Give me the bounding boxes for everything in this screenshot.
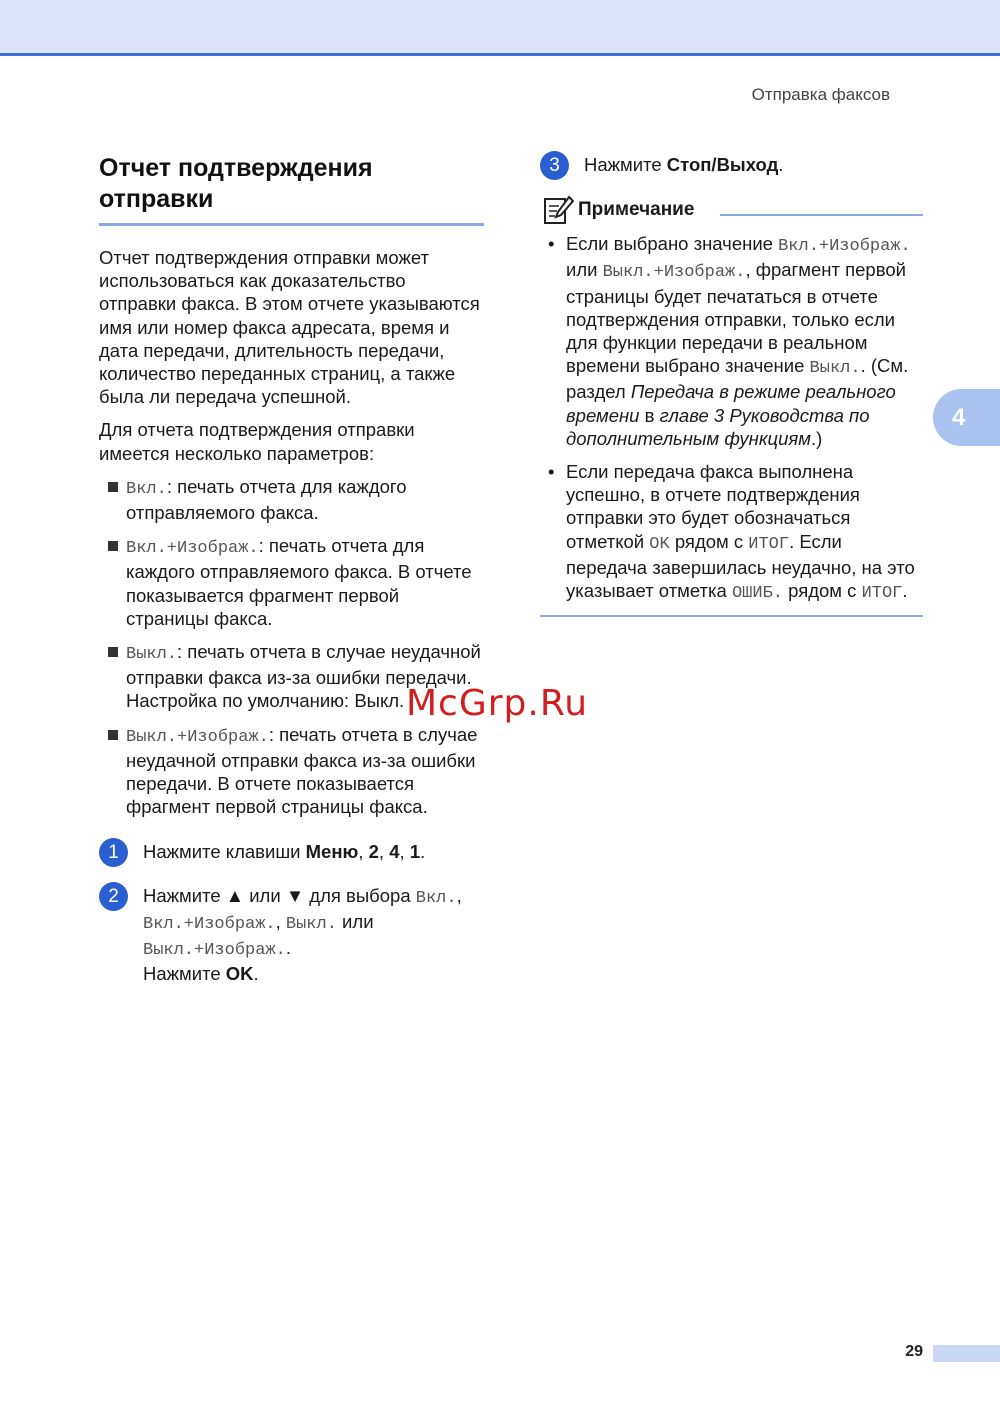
step-text: Нажмите ▲ или ▼ для выбора xyxy=(143,884,416,906)
key-2: 2 xyxy=(368,841,379,863)
section-title: Отчет подтверждения отправки xyxy=(99,153,484,226)
option-code: Вкл.+Изображ. xyxy=(143,914,276,934)
key-1: 1 xyxy=(409,841,421,863)
option-code: Вкл.+Изображ. xyxy=(778,237,911,257)
step-text: Нажмите xyxy=(584,154,667,175)
square-bullet-icon xyxy=(108,730,118,740)
option-code: Выкл. xyxy=(809,359,861,379)
status-code: OK xyxy=(649,534,670,554)
option-text: : печать отчета для каждого отправляемого факса. В отчете показывается фрагмент первой страницы факса. xyxy=(126,535,472,629)
right-column xyxy=(540,150,923,617)
running-head: Отправка факсов xyxy=(751,85,890,104)
left-column xyxy=(99,153,484,985)
note-text: в xyxy=(639,404,660,426)
period: . xyxy=(253,963,259,985)
status-code: ИТОГ xyxy=(748,534,790,554)
option-text: : печать отчета в случае неудачной отправки факса из-за ошибки передачи. В отчете показывается фрагмент первой страницы факса. xyxy=(126,723,478,818)
option-code: Вкл.+Изображ. xyxy=(126,539,259,559)
note-divider xyxy=(720,214,923,216)
step-number: 2 xyxy=(99,882,128,911)
note-text: , фрагмент первой страницы будет печататься в отчете подтверждения отправки, только если для функции передачи в реальном времени выбрано значение xyxy=(566,259,906,377)
list-item xyxy=(99,475,484,524)
bullet-icon: • xyxy=(548,233,555,255)
square-bullet-icon xyxy=(108,647,118,657)
option-text: : печать отчета в случае неудачной отправки факса из-за ошибки передачи. Настройка по умолчанию: Выкл. xyxy=(126,641,481,712)
separator: , xyxy=(456,884,462,906)
status-code: ОШИБ. xyxy=(731,584,783,604)
note-text: рядом с xyxy=(782,580,862,602)
option-code: Вкл. xyxy=(415,888,457,908)
option-code: Выкл. xyxy=(285,914,337,934)
square-bullet-icon xyxy=(108,541,118,551)
key-ok: OK xyxy=(225,963,254,985)
separator: , xyxy=(399,841,410,863)
key-stop-exit: Стоп/Выход xyxy=(666,154,779,175)
note-title: Примечание xyxy=(578,199,695,221)
separator: или xyxy=(336,910,374,932)
key-menu: Меню xyxy=(305,841,359,863)
period: . xyxy=(285,937,291,959)
note-end-divider xyxy=(540,615,923,617)
status-code: ИТОГ xyxy=(861,584,903,604)
option-code: Выкл.+Изображ. xyxy=(126,727,269,747)
note-text: Если передача факса выполнена успешно, в отчете подтверждения отправки это будет обозначаться отметкой xyxy=(566,461,860,552)
list-item xyxy=(99,534,484,630)
step-3 xyxy=(540,153,923,176)
period: . xyxy=(778,154,784,175)
option-code: Выкл.+Изображ. xyxy=(143,941,286,961)
step-text: Нажмите xyxy=(143,963,226,985)
note-text: Если выбрано значение xyxy=(566,233,779,255)
note-text: . Если передача завершилась неудачно, на это указывает отметка xyxy=(566,530,915,602)
note-text: или xyxy=(566,259,603,281)
separator: , xyxy=(378,841,390,863)
cross-reference: Передача в режиме реального времени xyxy=(566,381,896,426)
note-text: рядом с xyxy=(669,530,749,552)
step-number: 1 xyxy=(99,838,128,867)
option-code: Вкл. xyxy=(126,479,167,499)
options-intro: Для отчета подтверждения отправки имеется несколько параметров: xyxy=(99,419,415,464)
square-bullet-icon xyxy=(108,482,118,492)
page-number: 29 xyxy=(905,1343,923,1360)
separator: , xyxy=(275,910,286,932)
bullet-icon: • xyxy=(548,461,555,483)
note-text: . (См. раздел xyxy=(566,355,909,403)
watermark: McGrp.Ru xyxy=(406,683,589,724)
option-code: Выкл.+Изображ. xyxy=(602,263,746,283)
option-code: Выкл. xyxy=(126,645,178,665)
period: . xyxy=(420,841,426,863)
option-text: : печать отчета для каждого отправляемого факса. xyxy=(126,475,407,524)
cross-reference: главе 3 Руководства по дополнительным функциям xyxy=(566,404,870,449)
page-number-bar xyxy=(933,1345,1000,1362)
step-1 xyxy=(99,840,484,863)
note-text: .) xyxy=(811,427,823,449)
step-text: Нажмите клавиши xyxy=(143,841,306,863)
options-list xyxy=(99,475,484,819)
separator: , xyxy=(358,841,369,863)
step-2 xyxy=(99,884,484,986)
list-item xyxy=(99,723,484,819)
note-pencil-icon xyxy=(542,194,574,226)
list-item xyxy=(540,232,923,450)
key-4: 4 xyxy=(389,841,400,863)
list-item xyxy=(540,460,923,605)
note-text: . xyxy=(902,580,908,602)
top-band xyxy=(0,0,1000,56)
chapter-tab: 4 xyxy=(933,389,1000,446)
note-header xyxy=(540,194,923,226)
intro-paragraph: Отчет подтверждения отправки может использоваться как доказательство отправки факса. В этом отчете указываются имя или номер факса адресата, время и дата передачи, длительность передачи, количество переданных страниц, а также была ли передача успешной. xyxy=(99,247,480,408)
note-list xyxy=(540,232,923,605)
step-number: 3 xyxy=(540,151,569,180)
